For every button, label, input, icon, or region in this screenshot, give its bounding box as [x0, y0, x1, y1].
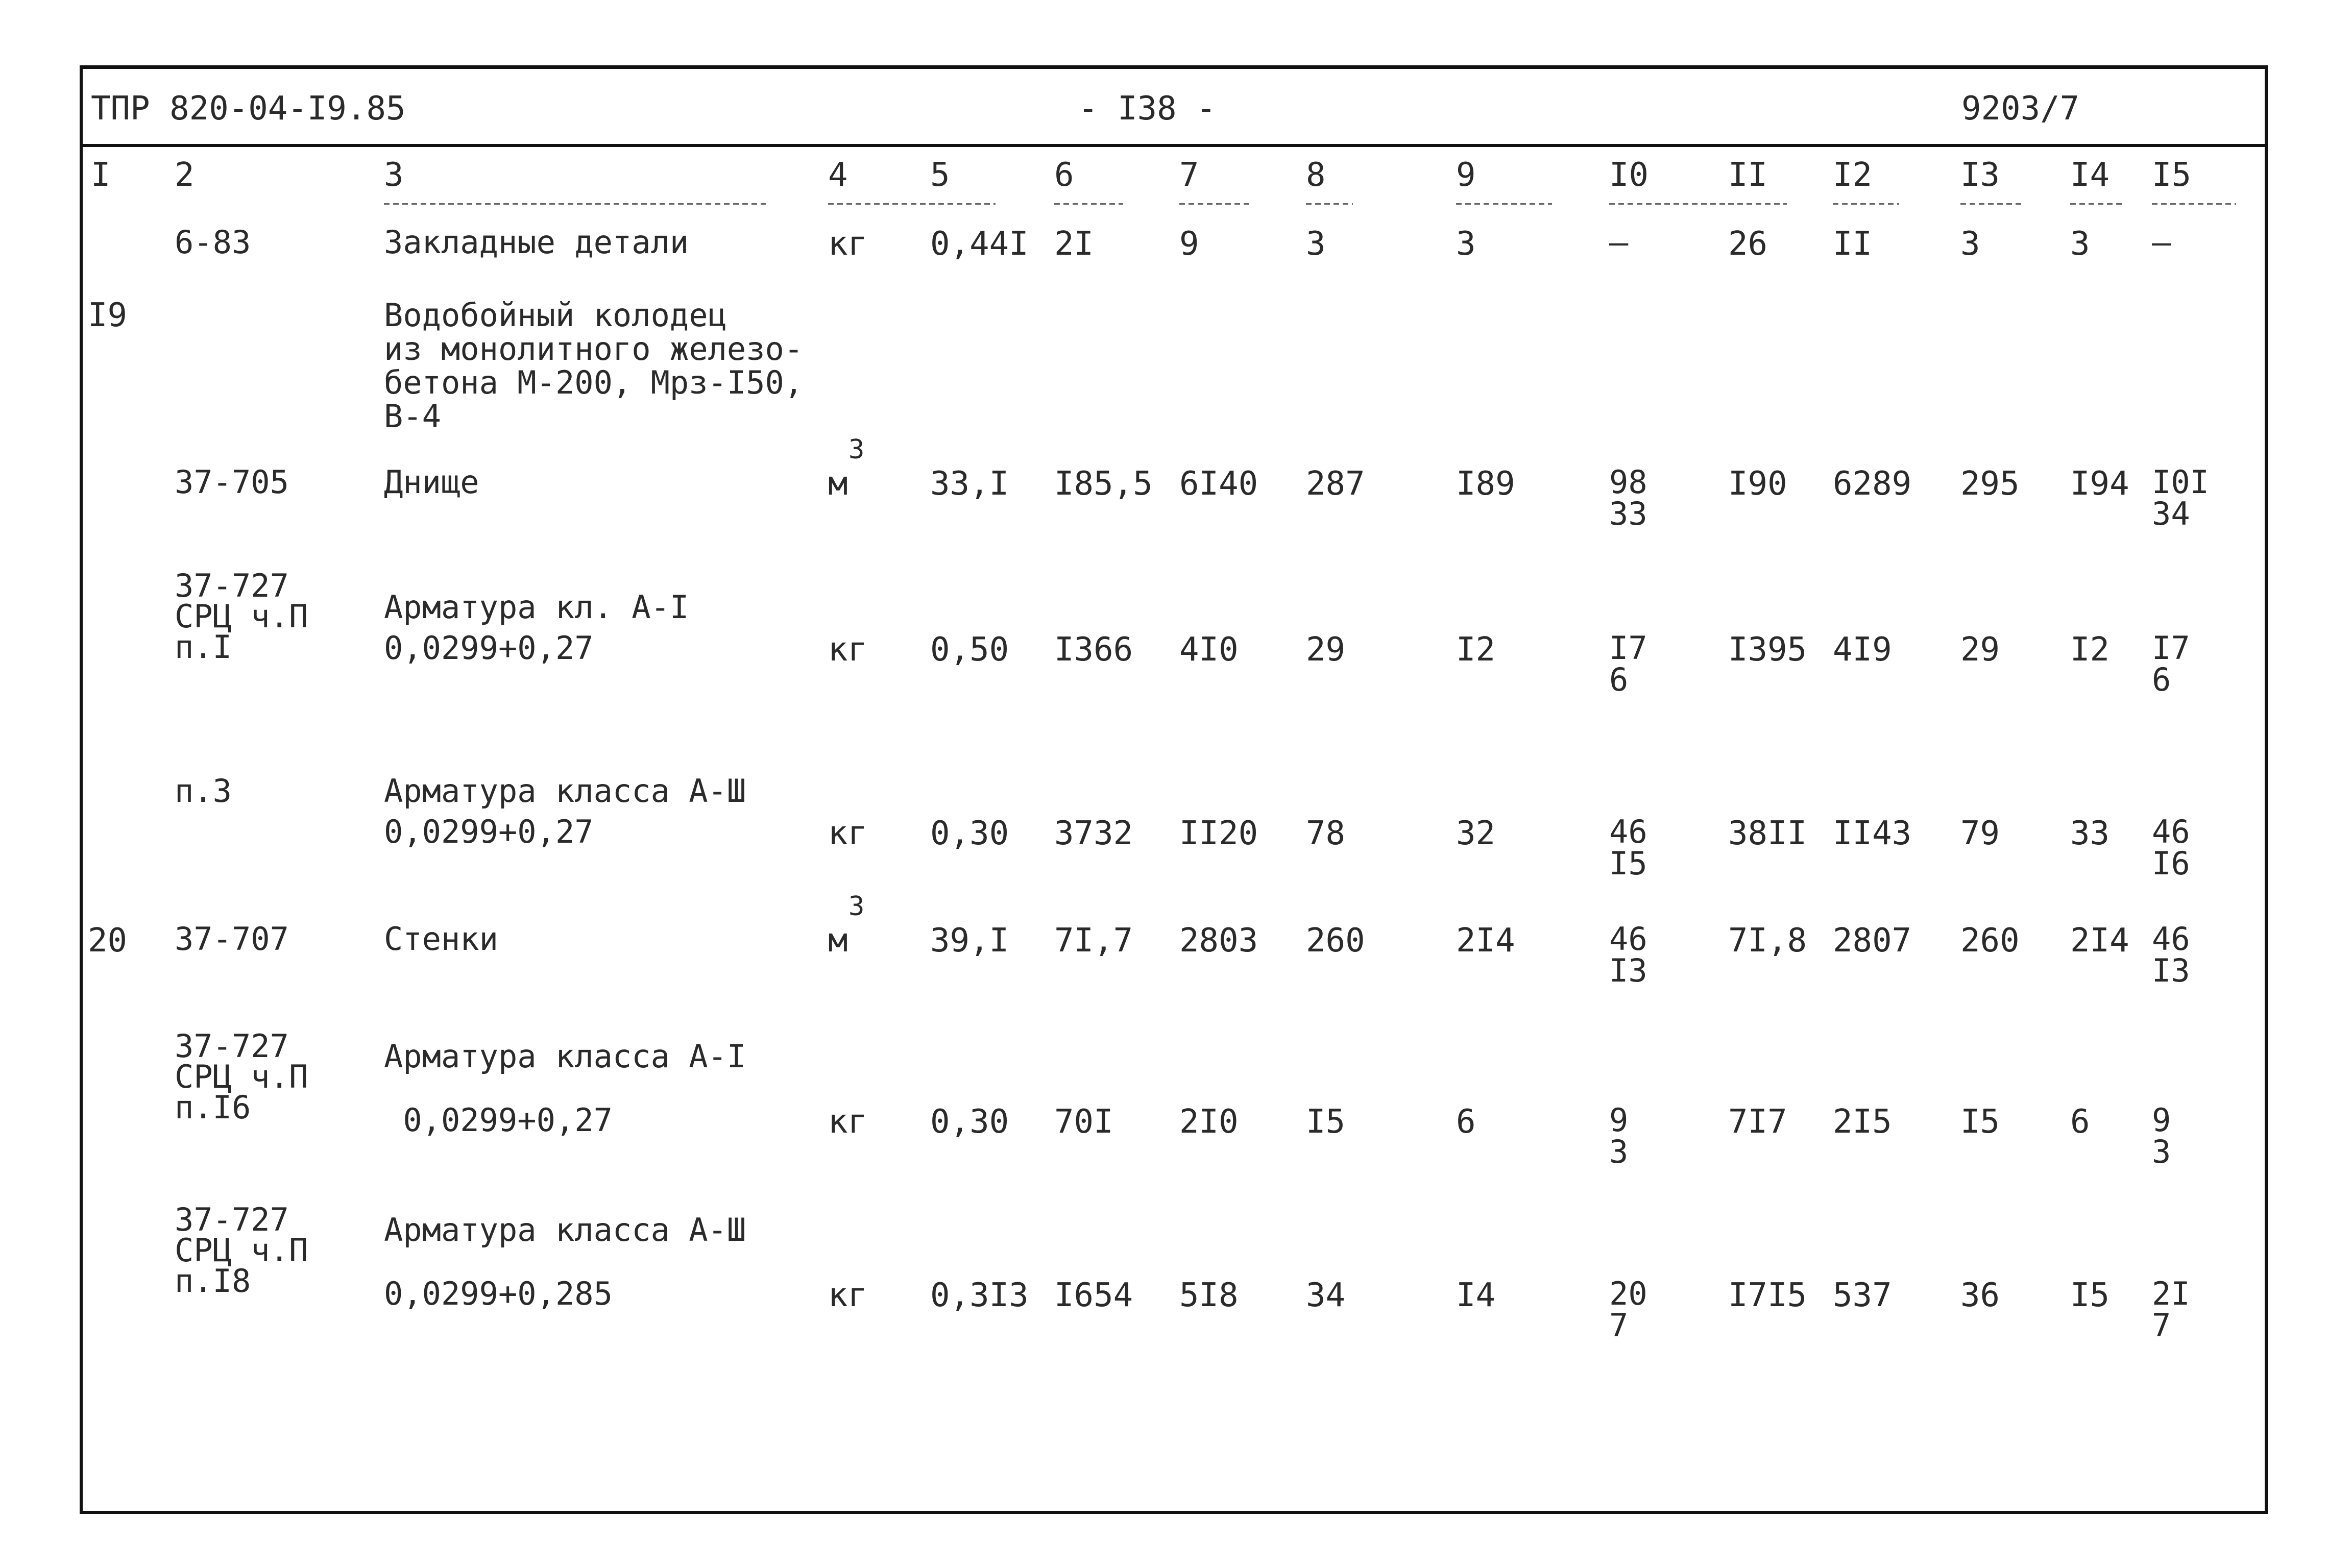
row-code: СРЦ ч.П	[175, 598, 308, 635]
row-value-c15: I0I	[2152, 463, 2209, 501]
row-value-c8: 287	[1306, 465, 1365, 503]
row-code: СРЦ ч.П	[175, 1058, 308, 1095]
row-value-c15: –	[2152, 224, 2171, 261]
row-value-c13: 79	[1960, 815, 2000, 852]
row-code: 37-707	[175, 920, 289, 958]
row-value-c6: 70I	[1054, 1103, 1113, 1141]
header-dash-rule	[1960, 203, 2022, 205]
row-unit: кг	[828, 631, 868, 669]
row-value-c15: 46	[2152, 813, 2190, 850]
row-value-c6: I654	[1054, 1277, 1133, 1314]
header-dash-rule	[2070, 203, 2124, 205]
row-code: 37-727	[175, 1027, 289, 1065]
row-value-c10: I5	[1609, 845, 1647, 882]
header-dash-rule	[1609, 203, 1726, 205]
column-header-6: 6	[1054, 156, 1074, 194]
row-description: Водобойный колодец	[384, 297, 727, 334]
row-value-c5: 33,I	[930, 465, 1009, 503]
row-value-c15: I6	[2152, 845, 2190, 882]
row-value-c9: I89	[1456, 465, 1515, 503]
row-value-c14: 2I4	[2070, 922, 2129, 960]
header-dash-rule	[384, 203, 766, 205]
row-value-c10: 46	[1609, 920, 1647, 958]
row-value-c12: 6289	[1833, 465, 1912, 503]
row-code: 37-727	[175, 1201, 289, 1238]
column-header-9: 9	[1456, 156, 1476, 194]
row-value-c13: 29	[1960, 631, 2000, 669]
row-value-c7: 6I40	[1179, 465, 1258, 503]
row-unit: кг	[828, 815, 868, 852]
column-header-13: I3	[1960, 156, 2000, 194]
row-number: 20	[88, 922, 128, 960]
row-code: п.I	[175, 628, 232, 666]
header-dash-rule	[2152, 203, 2236, 205]
row-unit: м	[828, 922, 848, 960]
row-value-c12: 4I9	[1833, 631, 1892, 669]
row-value-c14: I2	[2070, 631, 2110, 669]
header-dash-rule	[1306, 203, 1353, 205]
row-value-c8: 34	[1306, 1277, 1346, 1314]
row-value-c14: 6	[2070, 1103, 2090, 1141]
row-description: бетона М-200, Мрз-I50,	[384, 364, 804, 401]
column-header-10: I0	[1609, 156, 1649, 194]
header-dash-rule	[1833, 203, 1899, 205]
row-value-c6: I366	[1054, 631, 1133, 669]
row-value-c10: 9	[1609, 1101, 1629, 1139]
row-value-c10: 7	[1609, 1307, 1629, 1344]
row-value-c9: I2	[1456, 631, 1496, 669]
row-value-c10: 3	[1609, 1133, 1629, 1170]
doc-code: ТПР 820-04-I9.85	[91, 90, 406, 128]
row-value-c5: 0,44I	[930, 225, 1029, 263]
column-header-15: I5	[2152, 156, 2192, 194]
row-value-c15: 2I	[2152, 1275, 2190, 1312]
row-value-c8: 260	[1306, 922, 1365, 960]
row-unit: м	[828, 465, 848, 503]
row-value-c9: 6	[1456, 1103, 1476, 1141]
row-unit: кг	[828, 225, 868, 263]
row-value-c15: I7	[2152, 629, 2190, 667]
column-header-2: 2	[175, 156, 195, 194]
column-header-5: 5	[930, 156, 950, 194]
row-description: Арматура класса А-Ш	[384, 772, 746, 810]
row-value-c13: 36	[1960, 1277, 2000, 1314]
column-header-14: I4	[2070, 156, 2110, 194]
row-code: п.I6	[175, 1089, 251, 1126]
row-description: Днище	[384, 463, 479, 501]
row-description: Арматура класса А-I	[384, 1038, 746, 1075]
row-value-c10: 33	[1609, 495, 1647, 532]
row-description: 0,0299+0,285	[384, 1275, 613, 1312]
row-value-c10: I3	[1609, 952, 1647, 989]
row-value-c11: I395	[1728, 631, 1807, 669]
row-value-c5: 0,3I3	[930, 1277, 1029, 1314]
row-value-c14: 33	[2070, 815, 2110, 852]
row-value-c7: II20	[1179, 815, 1258, 852]
row-description: Стенки	[384, 920, 498, 958]
row-value-c10: I7	[1609, 629, 1647, 667]
row-description: Арматура кл. А-I	[384, 589, 689, 626]
row-description: 0,0299+0,27	[384, 813, 594, 850]
row-value-c13: 295	[1960, 465, 2020, 503]
row-value-c7: 9	[1179, 225, 1199, 263]
row-value-c11: I90	[1728, 465, 1787, 503]
header-dash-rule	[1054, 203, 1123, 205]
row-value-c5: 0,30	[930, 1103, 1009, 1141]
row-value-c15: 9	[2152, 1101, 2171, 1139]
row-value-c6: I85,5	[1054, 465, 1153, 503]
row-value-c13: 260	[1960, 922, 2020, 960]
row-code: 6-83	[175, 224, 251, 261]
header-separator-line	[80, 144, 2268, 147]
row-value-c11: 26	[1728, 225, 1768, 263]
row-value-c11: 7I7	[1728, 1103, 1787, 1141]
row-number: I9	[88, 297, 128, 334]
row-value-c15: 3	[2152, 1133, 2171, 1170]
row-unit: кг	[828, 1103, 868, 1141]
row-description: 0,0299+0,27	[384, 1101, 613, 1139]
row-value-c8: 78	[1306, 815, 1346, 852]
row-value-c12: 2I5	[1833, 1103, 1892, 1141]
row-value-c12: II	[1833, 225, 1873, 263]
row-description: В-4	[384, 398, 441, 435]
row-value-c9: 2I4	[1456, 922, 1515, 960]
row-value-c11: 38II	[1728, 815, 1807, 852]
row-value-c10: 6	[1609, 661, 1629, 698]
row-code: 37-705	[175, 463, 289, 501]
row-code: СРЦ ч.П	[175, 1232, 308, 1269]
column-header-11: II	[1728, 156, 1768, 194]
row-value-c8: I5	[1306, 1103, 1346, 1141]
header-dash-rule	[1179, 203, 1251, 205]
row-value-c7: 2803	[1179, 922, 1258, 960]
row-value-c14: I5	[2070, 1277, 2110, 1314]
row-value-c5: 0,50	[930, 631, 1009, 669]
row-value-c6: 3732	[1054, 815, 1133, 852]
row-description: из монолитного железо-	[384, 330, 804, 368]
row-value-c11: 7I,8	[1728, 922, 1807, 960]
row-value-c9: I4	[1456, 1277, 1496, 1314]
row-value-c15: 7	[2152, 1307, 2171, 1344]
row-value-c7: 4I0	[1179, 631, 1239, 669]
column-header-4: 4	[828, 156, 848, 194]
page-number: - I38 -	[1078, 90, 1216, 128]
row-value-c15: I3	[2152, 952, 2190, 989]
row-value-c6: 7I,7	[1054, 922, 1133, 960]
row-value-c13: I5	[1960, 1103, 2000, 1141]
row-value-c6: 2I	[1054, 225, 1094, 263]
row-code: 37-727	[175, 567, 289, 604]
row-value-c7: 2I0	[1179, 1103, 1239, 1141]
row-value-c12: II43	[1833, 815, 1912, 852]
row-value-c5: 39,I	[930, 922, 1009, 960]
row-value-c9: 32	[1456, 815, 1496, 852]
row-description: Арматура класса А-Ш	[384, 1211, 746, 1248]
row-value-c10: 20	[1609, 1275, 1647, 1312]
column-header-1: I	[91, 156, 111, 194]
header-dash-rule	[828, 203, 996, 205]
row-code: п.3	[175, 772, 232, 810]
row-value-c11: I7I5	[1728, 1277, 1807, 1314]
column-header-12: I2	[1833, 156, 1873, 194]
header-dash-rule	[1728, 203, 1787, 205]
column-header-8: 8	[1306, 156, 1326, 194]
row-value-c5: 0,30	[930, 815, 1009, 852]
row-unit-exponent: 3	[848, 434, 865, 465]
row-value-c12: 2807	[1833, 922, 1912, 960]
row-unit-exponent: 3	[848, 891, 865, 922]
row-value-c8: 29	[1306, 631, 1346, 669]
row-value-c15: 6	[2152, 661, 2171, 698]
sheet-number: 9203/7	[1961, 90, 2080, 128]
header-dash-rule	[1456, 203, 1552, 205]
row-description: 0,0299+0,27	[384, 629, 594, 667]
row-code: п.I8	[175, 1262, 251, 1300]
row-value-c13: 3	[1960, 225, 1980, 263]
row-value-c9: 3	[1456, 225, 1476, 263]
row-value-c14: I94	[2070, 465, 2129, 503]
row-value-c10: 46	[1609, 813, 1647, 850]
row-value-c8: 3	[1306, 225, 1326, 263]
row-description: Закладные детали	[384, 224, 689, 261]
row-value-c14: 3	[2070, 225, 2090, 263]
row-value-c15: 34	[2152, 495, 2190, 532]
row-value-c10: 98	[1609, 463, 1647, 501]
column-header-7: 7	[1179, 156, 1199, 194]
row-value-c10: –	[1609, 224, 1629, 261]
row-value-c12: 537	[1833, 1277, 1892, 1314]
row-unit: кг	[828, 1277, 868, 1314]
column-header-3: 3	[384, 156, 404, 194]
row-value-c15: 46	[2152, 920, 2190, 958]
row-value-c7: 5I8	[1179, 1277, 1239, 1314]
